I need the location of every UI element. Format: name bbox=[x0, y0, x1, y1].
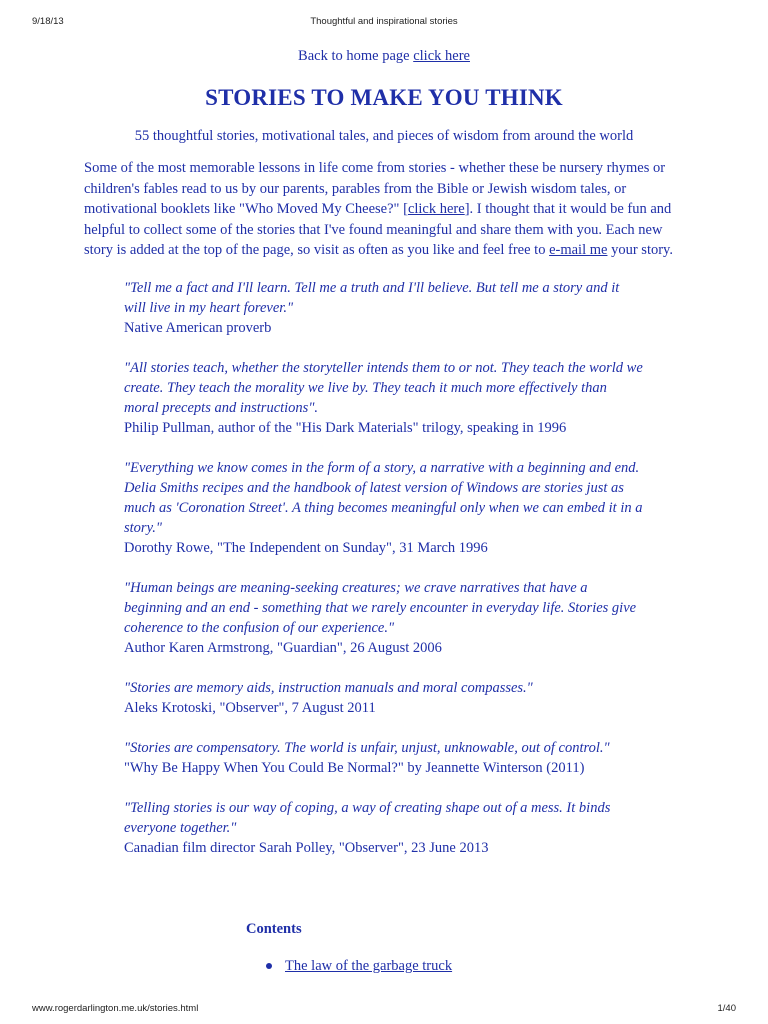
page-subtitle: 55 thoughtful stories, motivational tales, and pieces of wisdom from around the world bbox=[134, 128, 634, 144]
back-to-home-text: Back to home page bbox=[298, 48, 414, 64]
quote-text: "Human beings are meaning-seeking creatures; we crave narratives that have a beginning and an end - something that we rarely encounter in everyday life. Stories give coherence to the confusion of our experience." bbox=[124, 579, 637, 636]
quote-text: "Everything we know comes in the form of a story, a narrative with a beginning and end. Delia Smiths recipes and the handbook of latest version of Windows are stories just as much as 'Coronation Street'. A thing becomes meaningful only when we can embed it in a story." bbox=[124, 459, 643, 536]
quote-block bbox=[124, 798, 644, 858]
page-title: STORIES TO MAKE YOU THINK bbox=[205, 85, 563, 110]
quote-author: Aleks Krotoski, "Observer", 7 August 2011 bbox=[124, 699, 376, 716]
quote-block bbox=[124, 738, 644, 778]
quotes-section bbox=[124, 278, 644, 858]
contents-list bbox=[264, 956, 452, 976]
quote-text: "Stories are compensatory. The world is unfair, unjust, unknowable, out of control." bbox=[124, 739, 610, 756]
print-page-number: 1/40 bbox=[717, 1003, 736, 1014]
page-content bbox=[84, 46, 684, 974]
intro-text-2: ]. I thought that it would be fun and helpful to collect some of the stories that I've found meaningful and share them with you. Each new story is added at the top of the page, so visit as often as you like and feel free to bbox=[84, 201, 672, 258]
cheese-click-here-link[interactable]: click here bbox=[407, 201, 465, 217]
quote-text: "Tell me a fact and I'll learn. Tell me a truth and I'll believe. But tell me a story and it will live in my heart forever." bbox=[124, 279, 620, 316]
contents-heading: Contents bbox=[246, 921, 302, 937]
quote-block bbox=[124, 458, 644, 558]
quote-block bbox=[124, 358, 644, 438]
quote-text: "All stories teach, whether the storyteller intends them to or not. They teach the world we create. They teach the morality we live by. They teach it much more effectively than moral precepts and instructions". bbox=[124, 359, 643, 416]
contents-link-garbage-truck[interactable]: The law of the garbage truck bbox=[285, 958, 453, 974]
quote-block bbox=[124, 578, 644, 658]
quote-text: "Telling stories is our way of coping, a way of creating shape out of a mess. It binds everyone together." bbox=[124, 799, 611, 836]
back-to-home-line bbox=[84, 46, 684, 66]
print-url: www.rogerdarlington.me.uk/stories.html bbox=[32, 1003, 199, 1014]
intro-text-3: your story. bbox=[607, 242, 673, 258]
print-date: 9/18/13 bbox=[32, 16, 64, 27]
print-page-title: Thoughtful and inspirational stories bbox=[310, 16, 458, 27]
quote-block bbox=[124, 678, 644, 718]
quote-block bbox=[124, 278, 644, 338]
quote-author: Dorothy Rowe, "The Independent on Sunday", 31 March 1996 bbox=[124, 539, 488, 556]
quote-text: "Stories are memory aids, instruction manuals and moral compasses." bbox=[124, 679, 533, 696]
email-me-link[interactable]: e-mail me bbox=[549, 242, 608, 258]
intro-paragraph bbox=[84, 158, 684, 261]
quote-author: "Why Be Happy When You Could Be Normal?" by Jeannette Winterson (2011) bbox=[124, 759, 585, 776]
contents-item bbox=[264, 956, 452, 976]
bullet-icon bbox=[266, 963, 272, 969]
intro-text-1: Some of the most memorable lessons in life come from stories - whether these be nursery rhymes or children's fables read to us by our parents, parables from the Bible or Jewish wisdom tales, or motivational booklets like "Who Moved My Cheese?" [ bbox=[84, 160, 666, 217]
print-header bbox=[32, 16, 736, 32]
quote-author: Canadian film director Sarah Polley, "Observer", 23 June 2013 bbox=[124, 839, 489, 856]
print-footer bbox=[32, 998, 736, 1014]
back-to-home-link[interactable]: click here bbox=[413, 48, 470, 64]
quote-author: Native American proverb bbox=[124, 319, 272, 336]
quote-author: Philip Pullman, author of the "His Dark Materials" trilogy, speaking in 1996 bbox=[124, 419, 567, 436]
quote-author: Author Karen Armstrong, "Guardian", 26 August 2006 bbox=[124, 639, 442, 656]
